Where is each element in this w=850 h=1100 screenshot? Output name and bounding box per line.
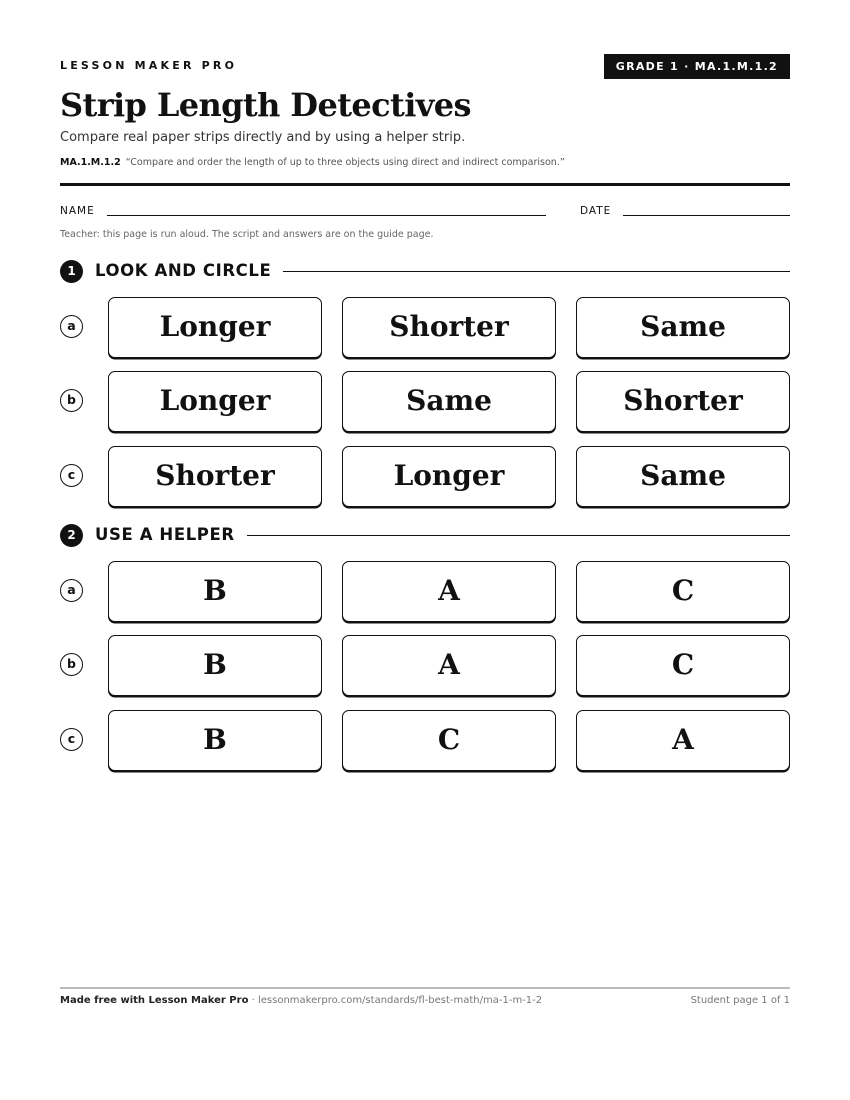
- answer-option[interactable]: Longer: [342, 446, 556, 507]
- question-row: [60, 561, 790, 623]
- answer-option[interactable]: C: [342, 710, 556, 771]
- section-title: USE A HELPER: [95, 523, 247, 547]
- answer-option[interactable]: Shorter: [108, 446, 322, 507]
- header-divider: [60, 183, 790, 186]
- question-letter: b: [60, 653, 83, 676]
- teacher-note: Teacher: this page is run aloud. The script and answers are on the guide page.: [60, 229, 434, 240]
- answer-option[interactable]: Shorter: [576, 371, 790, 432]
- section-use-a-helper: [60, 523, 790, 547]
- answer-option[interactable]: Shorter: [342, 297, 556, 358]
- page-title: Strip Length Detectives: [60, 86, 471, 124]
- footer-page-label: Student page 1 of 1: [690, 995, 790, 1006]
- question-letter: a: [60, 315, 83, 338]
- answer-option[interactable]: B: [108, 635, 322, 696]
- footer-url: · lessonmakerpro.com/standards/fl-best-math/ma-1-m-1-2: [248, 995, 543, 1006]
- answer-option[interactable]: A: [576, 710, 790, 771]
- answer-option[interactable]: Same: [342, 371, 556, 432]
- answer-option[interactable]: Longer: [108, 371, 322, 432]
- section-number: 1: [60, 260, 83, 283]
- answer-option[interactable]: Same: [576, 297, 790, 358]
- name-field[interactable]: [107, 215, 546, 216]
- page-subtitle: Compare real paper strips directly and by using a helper strip.: [60, 130, 466, 145]
- question-letter: b: [60, 389, 83, 412]
- section-look-and-circle: [60, 259, 790, 283]
- standard-code: MA.1.M.1.2: [60, 157, 121, 168]
- question-row: [60, 635, 790, 697]
- question-row: [60, 710, 790, 772]
- answer-option[interactable]: A: [342, 561, 556, 622]
- name-label: NAME: [60, 205, 95, 217]
- date-label: DATE: [580, 205, 612, 217]
- question-letter: c: [60, 728, 83, 751]
- footer-credit: [60, 995, 542, 1006]
- date-field[interactable]: [623, 215, 790, 216]
- question-letter: a: [60, 579, 83, 602]
- worksheet-page: [60, 0, 790, 1100]
- question-row: [60, 371, 790, 433]
- answer-option[interactable]: B: [108, 710, 322, 771]
- footer-divider: [60, 987, 790, 989]
- answer-option[interactable]: C: [576, 635, 790, 696]
- answer-option[interactable]: Same: [576, 446, 790, 507]
- section-number: 2: [60, 524, 83, 547]
- standard-line: [60, 157, 565, 168]
- answer-option[interactable]: Longer: [108, 297, 322, 358]
- answer-option[interactable]: B: [108, 561, 322, 622]
- question-row: [60, 446, 790, 508]
- brand-name: LESSON MAKER PRO: [60, 59, 238, 72]
- footer-made-with: Made free with Lesson Maker Pro: [60, 995, 249, 1006]
- grade-badge: GRADE 1 · MA.1.M.1.2: [604, 54, 790, 79]
- section-title: LOOK AND CIRCLE: [95, 259, 283, 283]
- answer-option[interactable]: A: [342, 635, 556, 696]
- standard-text: “Compare and order the length of up to three objects using direct and indirect comparison.”: [125, 157, 565, 168]
- question-letter: c: [60, 464, 83, 487]
- answer-option[interactable]: C: [576, 561, 790, 622]
- question-row: [60, 297, 790, 359]
